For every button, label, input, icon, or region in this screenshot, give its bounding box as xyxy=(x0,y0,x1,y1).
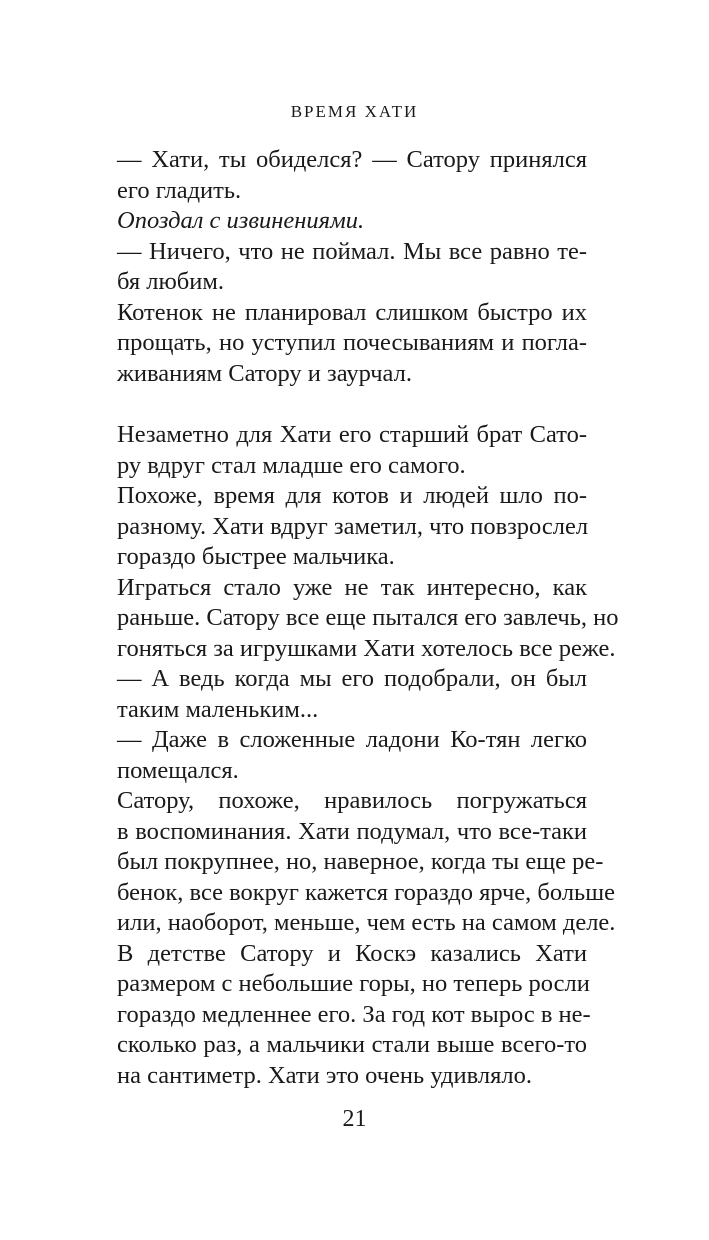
text-line: В детстве Сатору и Коскэ казались Хати xyxy=(117,939,587,967)
text-line: Опоздал с извинениями. xyxy=(117,207,365,234)
paragraph xyxy=(117,939,591,1092)
text-line: — А ведь когда мы его подобрали, он был xyxy=(117,665,587,692)
text-line: гораздо быстрее мальчика. xyxy=(117,543,395,570)
paragraph xyxy=(117,298,587,390)
text-line: его гладить. xyxy=(117,176,242,204)
text-line: или, наоборот, меньше, чем есть на самом деле. xyxy=(117,909,616,936)
text-line: Котенок не планировал слишком быстро их xyxy=(117,298,587,326)
text-line: сколько раз, а мальчики стали выше всего-то xyxy=(117,1031,587,1058)
text-line: — Ничего, что не поймал. Мы все равно те- xyxy=(117,237,587,265)
text-line: на сантиметр. Хати это очень удивляло. xyxy=(117,1061,532,1089)
text-line: — Хати, ты обиделся? — Сатору принялся xyxy=(117,146,587,173)
text-line: разному. Хати вдруг заметил, что повзрослел xyxy=(117,512,589,540)
paragraph xyxy=(117,145,587,206)
running-head: ВРЕМЯ ХАТИ xyxy=(290,102,419,121)
text-line: бя любим. xyxy=(117,268,224,295)
paragraph xyxy=(117,237,587,298)
text-line: Сатору, похоже, нравилось погружаться xyxy=(117,787,587,814)
paragraph-italic xyxy=(117,206,587,237)
paragraph xyxy=(117,725,587,786)
page-number: 21 xyxy=(342,1106,367,1132)
text-line: прощать, но уступил почесываниям и погла- xyxy=(117,329,587,356)
text-line: гораздо медленнее его. За год кот вырос в не- xyxy=(117,1000,591,1028)
text-line: был покрупнее, но, наверное, когда ты еще ре- xyxy=(117,848,604,875)
text-line: живаниям Сатору и заурчал. xyxy=(117,359,412,387)
text-line: бенок, все вокруг кажется гораздо ярче, больше xyxy=(117,878,615,906)
text-line: таким маленьким... xyxy=(117,695,319,723)
scene-break xyxy=(117,389,587,420)
text-line: Похоже, время для котов и людей шло по- xyxy=(117,482,587,509)
text-line: в воспоминания. Хати подумал, что все-таки xyxy=(117,817,587,845)
paragraph xyxy=(117,481,587,573)
text-line: раньше. Сатору все еще пытался его завлечь, но xyxy=(117,604,619,631)
text-line: размером с небольшие горы, но теперь росли xyxy=(117,970,590,997)
paragraph xyxy=(117,786,616,939)
paragraph xyxy=(117,420,587,481)
text-line: Незаметно для Хати его старший брат Сато- xyxy=(117,421,587,448)
paragraph xyxy=(117,573,619,665)
text-line: гоняться за игрушками Хати хотелось все реже. xyxy=(117,634,616,662)
body-text xyxy=(117,145,619,1091)
text-line: помещался. xyxy=(117,756,239,784)
text-line: Играться стало уже не так интересно, как xyxy=(117,573,587,601)
text-line: — Даже в сложенные ладони Ко-тян легко xyxy=(117,726,587,753)
text-line: ру вдруг стал младше его самого. xyxy=(117,451,466,479)
paragraph xyxy=(117,664,587,725)
